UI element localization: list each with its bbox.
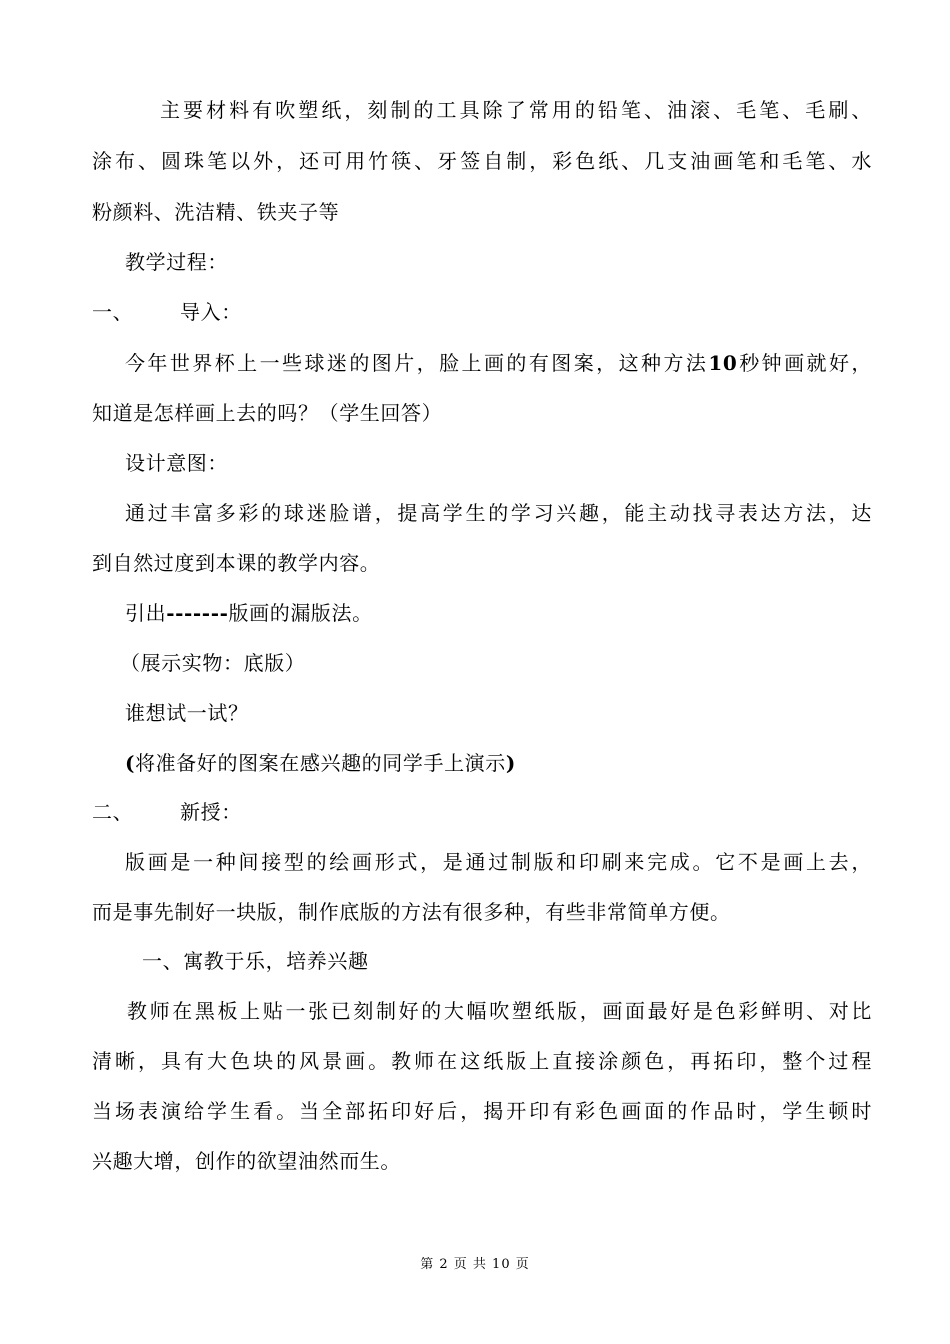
paragraph-demo-line-1: 教师在黑板上贴一张已刻制好的大幅吹塑纸版，画面最好是色彩鲜明、对比 [127, 999, 872, 1023]
paragraph-demo-line-4: 兴趣大增，创作的欲望油然而生。 [92, 1149, 401, 1173]
demo-line [125, 749, 872, 777]
section-heading-new-lesson [92, 798, 872, 826]
subheading-teaching-fun: 一、寓教于乐，培养兴趣 [142, 949, 369, 973]
section-number-2: 二、 [92, 800, 134, 824]
page-number-footer: 第 2 页 共 10 页 [420, 1257, 530, 1272]
lead-in-line [125, 599, 872, 627]
section-title-intro: 导入： [180, 300, 242, 324]
paragraph-demo-line-2: 清晰，具有大色块的风景画。教师在这纸版上直接涂颜色，再拓印，整个过程 [92, 1049, 872, 1073]
section-title-new-lesson: 新授： [180, 800, 242, 824]
lead-in-text-a: 引出 [125, 601, 167, 625]
paragraph-intent-line-2: 到自然过度到本课的教学内容。 [92, 551, 381, 575]
paragraph-materials-line-3: 粉颜料、洗洁精、铁夹子等 [92, 200, 340, 224]
heading-design-intent: 设计意图： [125, 451, 228, 475]
paragraph-intent-line-1: 通过丰富多彩的球迷脸谱，提高学生的学习兴趣，能主动找寻表达方法，达 [125, 501, 872, 525]
paragraph-printmaking-line-2: 而是事先制好一块版，制作底版的方法有很多种，有些非常简单方便。 [92, 900, 731, 924]
who-try-line: 谁想试一试？ [125, 701, 249, 725]
paragraph-worldcup-text-b: 秒钟画就好， [737, 351, 872, 375]
lead-in-dashes: ------- [166, 601, 229, 625]
demo-paren-open: ( [125, 751, 136, 775]
demo-text: 将准备好的图案在感兴趣的同学手上演示 [135, 751, 506, 775]
paragraph-materials-line-2: 涂布、圆珠笔以外，还可用竹筷、牙签自制，彩色纸、几支油画笔和毛笔、水 [92, 149, 872, 173]
paragraph-worldcup-line-1 [125, 349, 872, 377]
paragraph-printmaking-line-1: 版画是一种间接型的绘画形式，是通过制版和印刷来完成。它不是画上去， [125, 850, 872, 874]
paragraph-worldcup-text-a: 今年世界杯上一些球迷的图片，脸上画的有图案，这种方法 [125, 351, 709, 375]
demo-paren-close: ) [505, 751, 516, 775]
paragraph-worldcup-line-2: 知道是怎样画上去的吗？（学生回答） [92, 401, 443, 425]
section-heading-intro [92, 298, 872, 326]
heading-teaching-process: 教学过程： [125, 250, 228, 274]
lead-in-text-b: 版画的漏版法。 [228, 601, 373, 625]
paragraph-materials-line-1: 主要材料有吹塑纸，刻制的工具除了常用的铅笔、油滚、毛笔、毛刷、 [160, 98, 872, 122]
paragraph-worldcup-number: 10 [708, 351, 738, 375]
section-number-1: 一、 [92, 300, 134, 324]
paragraph-demo-line-3: 当场表演给学生看。当全部拓印好后，揭开印有彩色画面的作品时，学生顿时 [92, 1099, 872, 1123]
show-item-line: （展示实物：底版） [120, 651, 306, 675]
